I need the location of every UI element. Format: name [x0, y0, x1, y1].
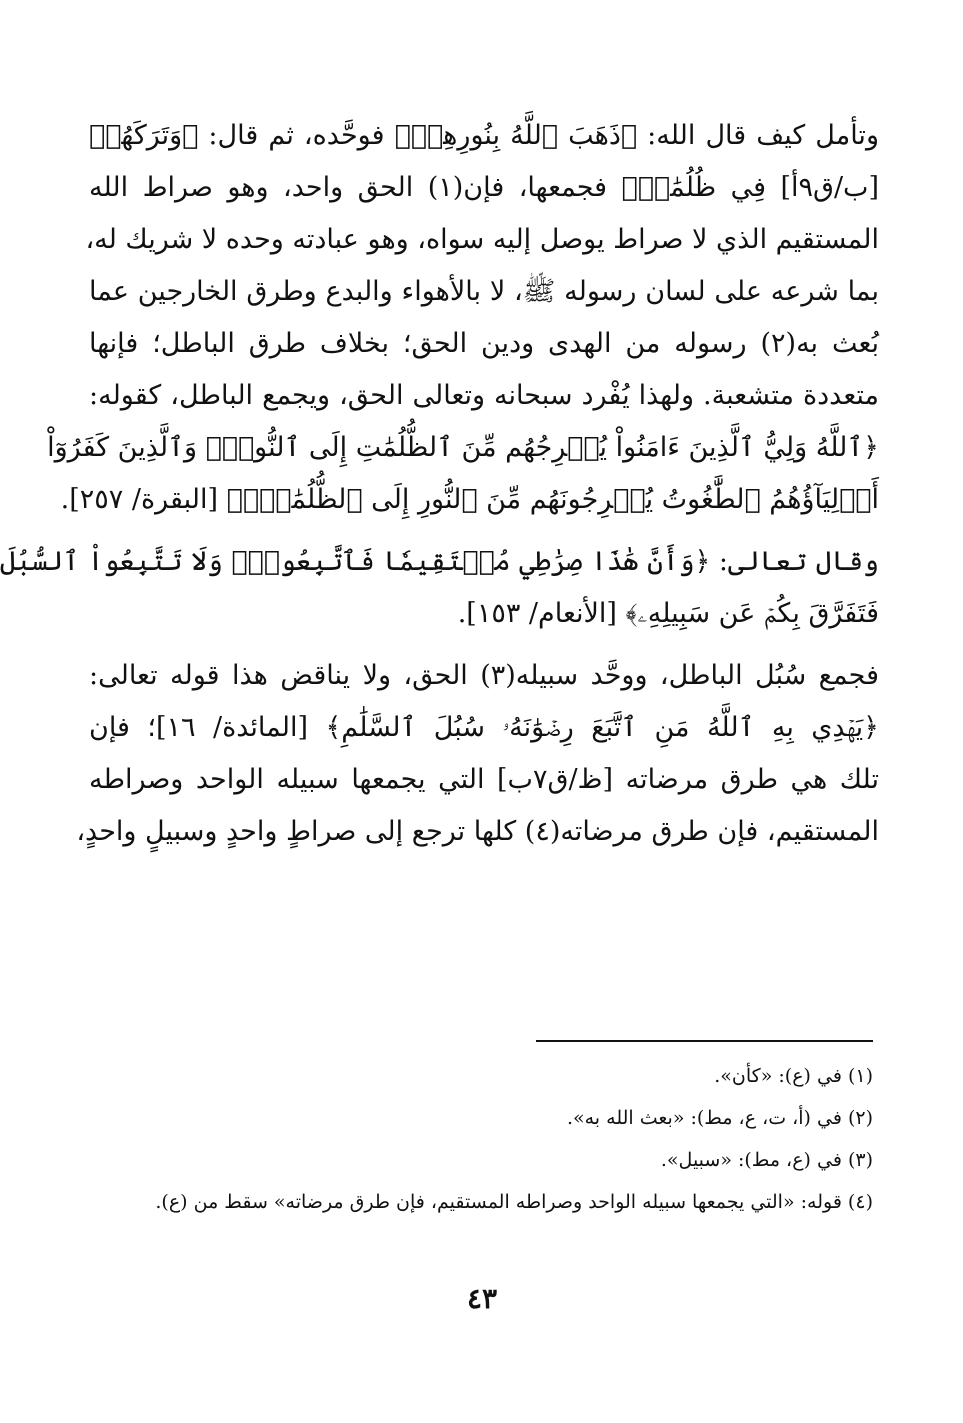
quran-verse-line: وقال تعالى: ﴿وَأَنَّ هَٰذَا صِرَٰطِي مُسۡتَقِيمٗا فَٱتَّبِعُوهُۖ وَلَا تَتَّبِعُواْ ٱلسُّبُلَ: [0, 546, 879, 577]
text-line: المستقيم، فإن طرق مرضاته(٤) كلها ترجع إلى صراطٍ واحدٍ وسبيلٍ واحدٍ،: [76, 816, 879, 847]
quran-verse-line: أَوۡلِيَآؤُهُمُ ٱلطَّٰغُوتُ يُخۡرِجُونَهُم مِّنَ ٱلنُّورِ إِلَى ٱلظُّلُمَٰتِۗ﴾ [البقرة/ ٢٥٧].: [60, 484, 879, 515]
main-text: [0, 110, 879, 858]
text-line: بُعث به(٢) رسوله من الهدى ودين الحق؛ بخلاف طرق الباطل؛ فإنها: [89, 328, 879, 359]
text-line: وتأمل كيف قال الله: ﴿ذَهَبَ ٱللَّهُ بِنُورِهِمۡ﴾ فوحَّده، ثم قال: ﴿وَتَرَكَهُمۡ: [89, 120, 879, 151]
quran-verse-line: ﴿يَهۡدِي بِهِ ٱللَّهُ مَنِ ٱتَّبَعَ رِضۡوَٰنَهُۥ سُبُلَ ٱلسَّلَٰمِ﴾ [المائدة/ ١٦]؛ فإن: [89, 712, 879, 743]
text-line: بما شرعه على لسان رسوله ﷺ، لا بالأهواء والبدع وطرق الخارجين عما: [89, 276, 879, 307]
quran-verse-line: فَتَفَرَّقَ بِكُمۡ عَن سَبِيلِهِۦ﴾ [الأنعام/ ١٥٣].: [457, 598, 879, 629]
footnotes: [81, 1055, 873, 1223]
footnote-2: (٢) في (أ، ت، ع، مط): «بعث الله به».: [566, 1107, 873, 1129]
text-line: تلك هي طرق مرضاته [ظ/ق٧ب] التي يجمعها سبيله الواحد وصراطه: [89, 764, 879, 795]
footnote-4: (٤) قوله: «التي يجمعها سبيله الواحد وصراطه المستقيم، فإن طرق مرضاته» سقط من (ع).: [155, 1191, 873, 1213]
footnote-separator: [536, 1040, 873, 1042]
text-line: متعددة متشعبة. ولهذا يُفْرد سبحانه وتعالى الحق، ويجمع الباطل، كقوله:: [89, 380, 879, 411]
quran-verse-line: ﴿ٱللَّهُ وَلِيُّ ٱلَّذِينَ ءَامَنُواْ يُخۡرِجُهُم مِّنَ ٱلظُّلُمَٰتِ إِلَى ٱلنُّورِۖ وَٱلَّذِينَ كَفَرُوٓاْ: [47, 432, 879, 463]
page-number: ٤٣: [466, 1282, 498, 1315]
footnote-3: (٣) في (ع، مط): «سبيل».: [660, 1149, 873, 1171]
text-line: [ب/ق٩أ] فِي ظُلُمَٰتٖ﴾ فجمعها، فإن(١) الحق واحد، وهو صراط الله: [89, 172, 879, 203]
paragraph-3: [76, 650, 879, 858]
text-line: المستقيم الذي لا صراط يوصل إليه سواه، وهو عبادته وحده لا شريك له،: [85, 224, 879, 255]
footnote-1: (١) في (ع): «كأن».: [714, 1065, 873, 1087]
paragraph-2: [0, 536, 879, 640]
paragraph-1: [47, 110, 879, 526]
text-line: فجمع سُبُل الباطل، ووحَّد سبيله(٣) الحق، ولا يناقض هذا قوله تعالى:: [89, 660, 879, 691]
